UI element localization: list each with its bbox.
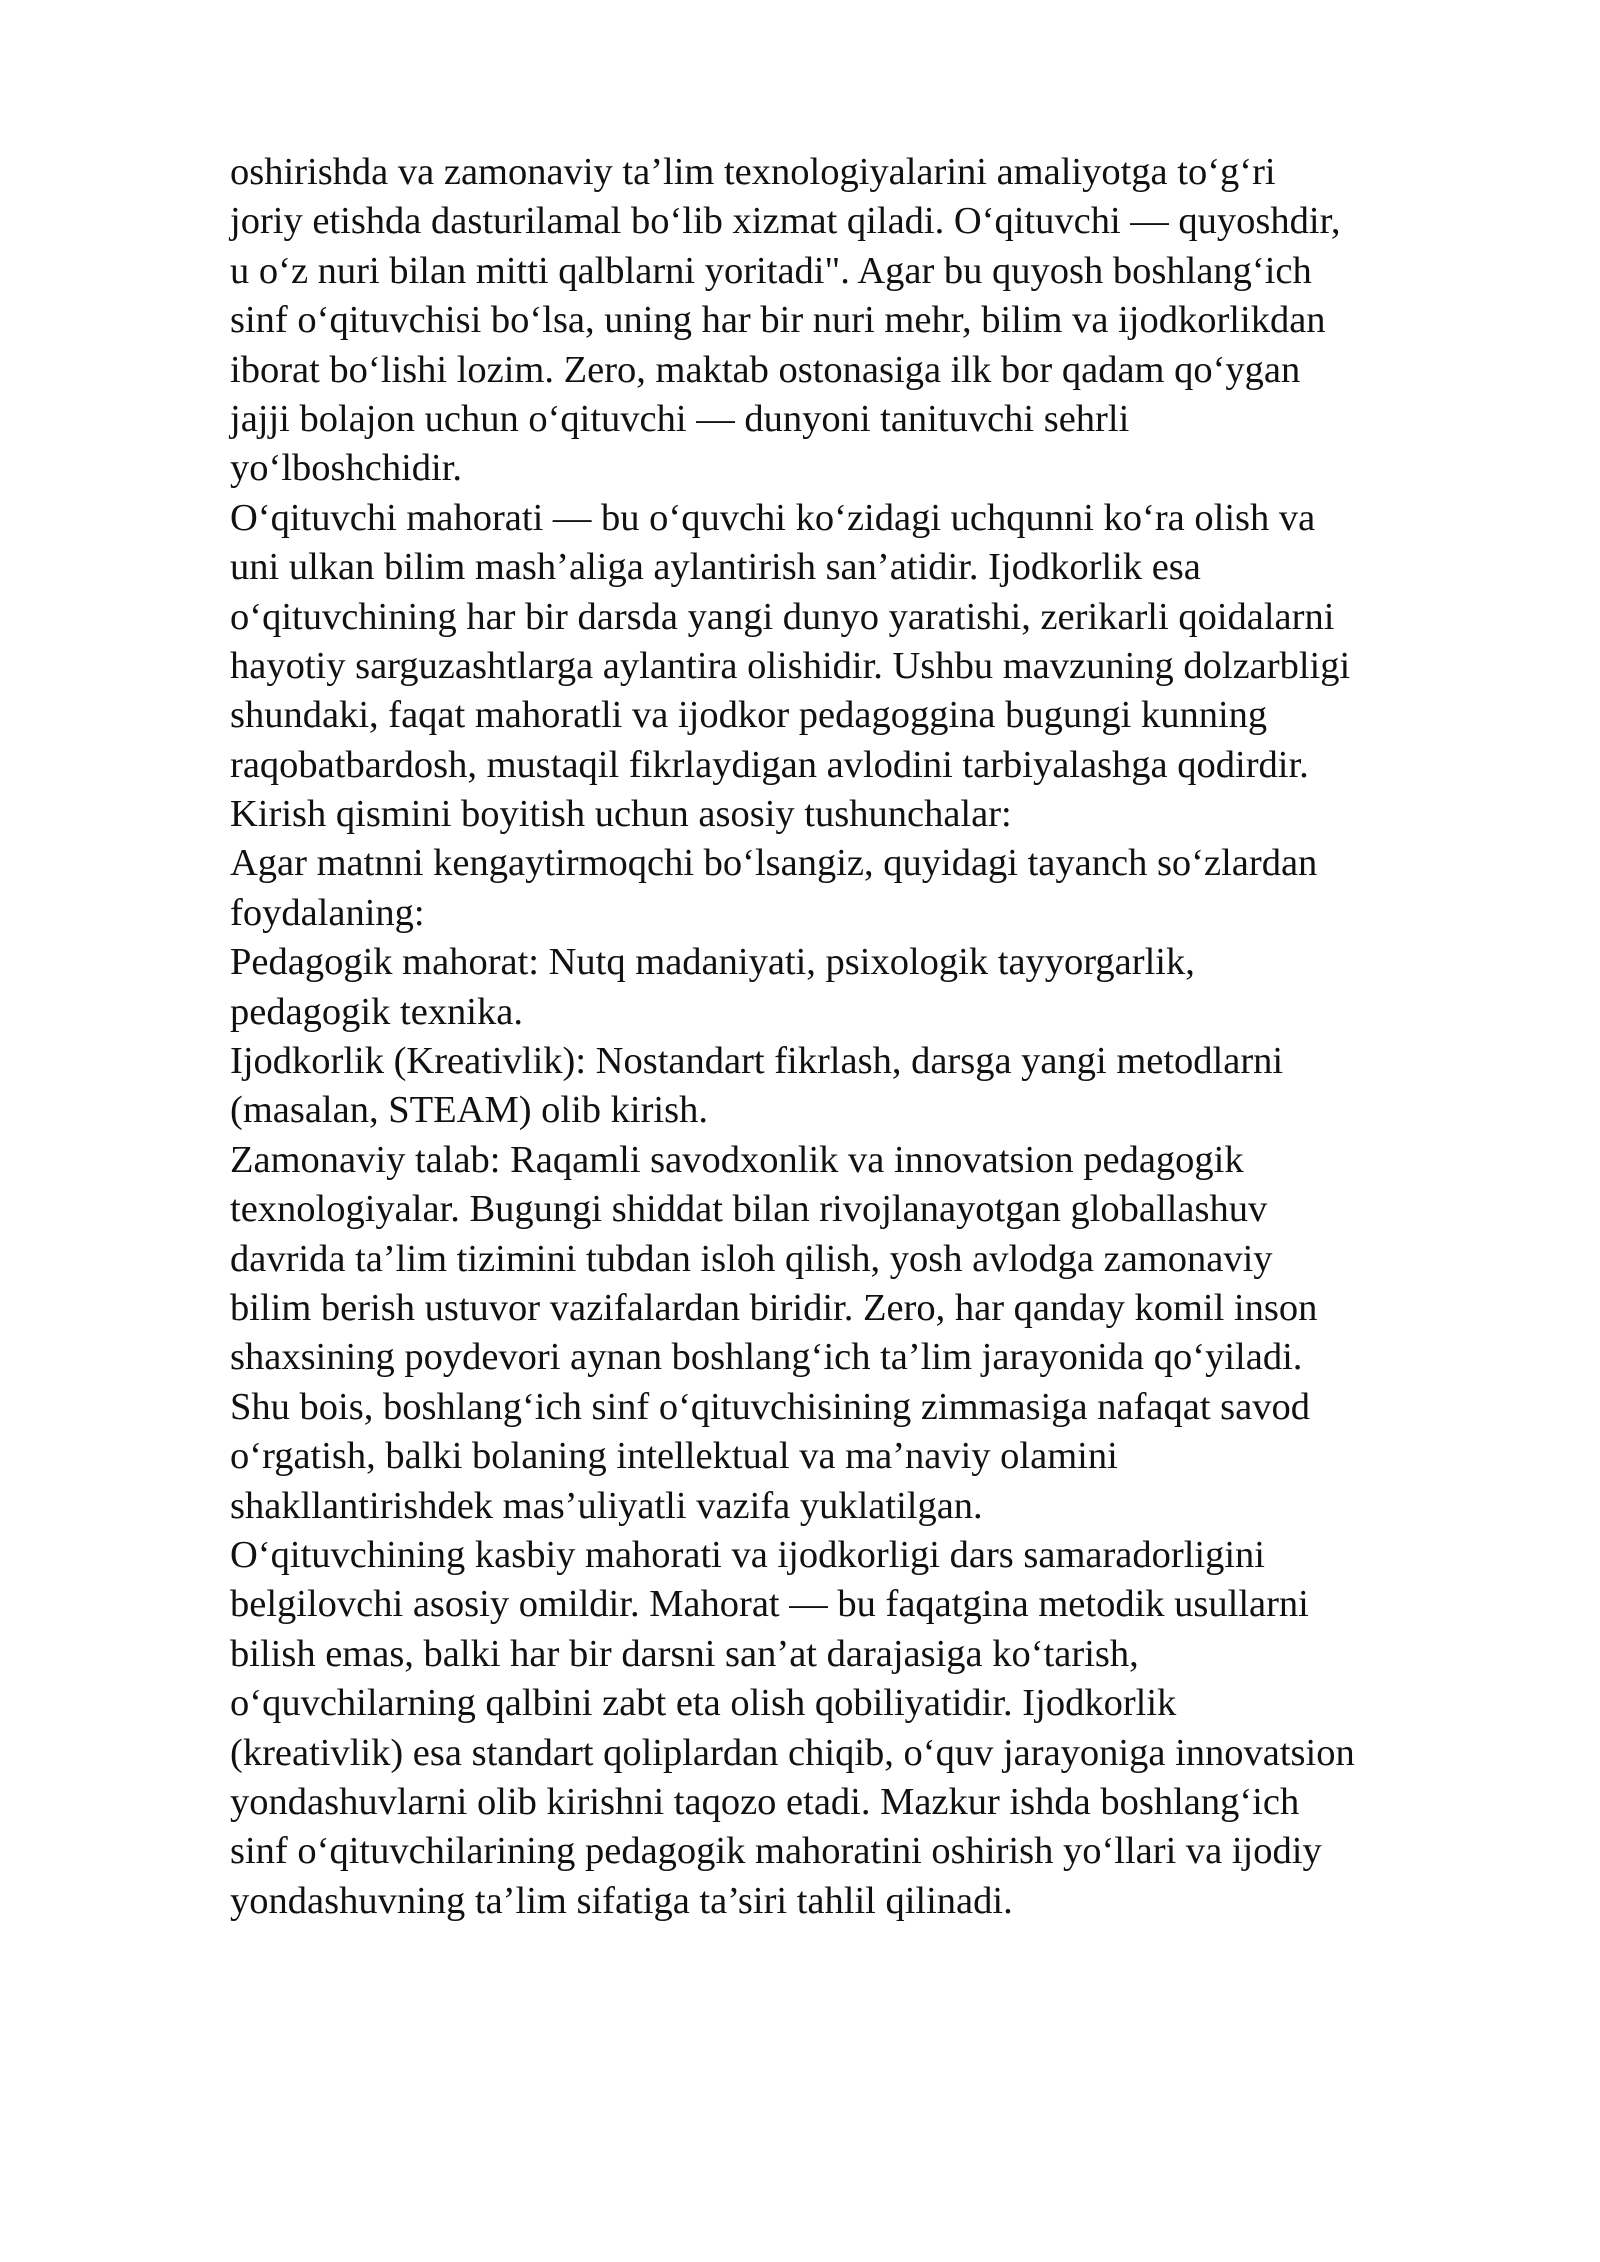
text-line: u o‘z nuri bilan mitti qalblarni yoritadi". Agar bu quyosh boshlang‘ich [230,249,1312,292]
text-line: Kirish qismini boyitish uchun asosiy tushunchalar: [230,793,1012,836]
text-line: Shu bois, boshlang‘ich sinf o‘qituvchisining zimmasiga nafaqat savod [230,1385,1310,1428]
text-line: belgilovchi asosiy omildir. Mahorat — bu faqatgina metodik usullarni [230,1583,1309,1626]
text-line: Ijodkorlik (Kreativlik): Nostandart fikrlash, darsga yangi metodlarni [230,1040,1284,1083]
text-line: Agar matnni kengaytirmoqchi bo‘lsangiz, quyidagi tayanch so‘zlardan [230,842,1318,885]
text-line: yondashuvlarni olib kirishni taqozo etadi. Mazkur ishda boshlang‘ich [230,1780,1300,1823]
text-line: sinf o‘qituvchilarining pedagogik mahoratini oshirish yo‘llari va ijodiy [230,1830,1322,1873]
text-line: davrida ta’lim tizimini tubdan isloh qilish, yosh avlodga zamonaviy [230,1237,1273,1280]
text-line: shundaki, faqat mahoratli va ijodkor pedagoggina bugungi kunning [230,694,1268,737]
text-line: uni ulkan bilim mash’aliga aylantirish san’atidir. Ijodkorlik esa [230,546,1201,589]
text-line: jajji bolajon uchun o‘qituvchi — dunyoni tanituvchi sehrli [230,397,1130,440]
body-text [230,148,1512,1926]
text-line: yo‘lboshchidir. [230,447,463,490]
text-line: joriy etishda dasturilamal bo‘lib xizmat qiladi. O‘qituvchi — quyoshdir, [230,200,1341,243]
text-line: o‘quvchilarning qalbini zabt eta olish qobiliyatidir. Ijodkorlik [230,1682,1177,1725]
text-line: O‘qituvchining kasbiy mahorati va ijodkorligi dars samaradorligini [230,1533,1266,1576]
text-line: O‘qituvchi mahorati — bu o‘quvchi ko‘zidagi uchqunni ko‘ra olish va [230,496,1316,539]
text-line: sinf o‘qituvchisi bo‘lsa, uning har bir nuri mehr, bilim va ijodkorlikdan [230,299,1326,342]
text-line: foydalaning: [230,891,425,934]
text-line: oshirishda va zamonaviy ta’lim texnologiyalarini amaliyotga to‘g‘ri [230,151,1276,193]
text-line: bilim berish ustuvor vazifalardan biridir. Zero, har qanday komil inson [230,1286,1318,1329]
text-line: hayotiy sarguzashtlarga aylantira olishidir. Ushbu mavzuning dolzarbligi [230,644,1351,687]
text-line: (masalan, STEAM) olib kirish. [230,1089,708,1132]
text-line: o‘qituvchining har bir darsda yangi dunyo yaratishi, zerikarli qoidalarni [230,595,1335,638]
text-line: raqobatbardosh, mustaqil fikrlaydigan avlodini tarbiyalashga qodirdir. [230,743,1309,786]
text-line: iborat bo‘lishi lozim. Zero, maktab ostonasiga ilk bor qadam qo‘ygan [230,348,1301,391]
text-line: yondashuvning ta’lim sifatiga ta’siri tahlil qilinadi. [230,1879,1013,1922]
text-line: o‘rgatish, balki bolaning intellektual va ma’naviy olamini [230,1435,1118,1478]
text-line: bilish emas, balki har bir darsni san’at darajasiga ko‘tarish, [230,1632,1139,1675]
text-line: Pedagogik mahorat: Nutq madaniyati, psixologik tayyorgarlik, [230,941,1195,984]
text-line: texnologiyalar. Bugungi shiddat bilan rivojlanayotgan globallashuv [230,1188,1268,1231]
text-line: shaxsining poydevori aynan boshlang‘ich ta’lim jarayonida qo‘yiladi. [230,1336,1303,1379]
text-line: shakllantirishdek mas’uliyatli vazifa yuklatilgan. [230,1484,983,1527]
text-line: (kreativlik) esa standart qoliplardan chiqib, o‘quv jarayoniga innovatsion [230,1731,1355,1774]
text-line: pedagogik texnika. [230,990,523,1033]
text-line: Zamonaviy talab: Raqamli savodxonlik va innovatsion pedagogik [230,1138,1244,1181]
